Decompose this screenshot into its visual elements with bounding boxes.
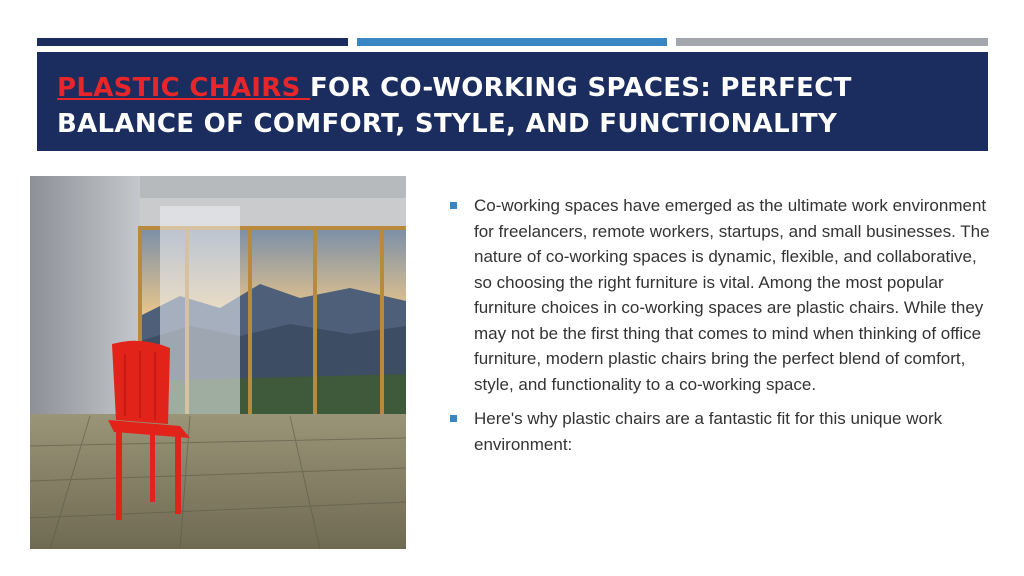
accent-bar-navy	[37, 38, 348, 46]
square-bullet-icon	[450, 415, 457, 422]
accent-bar-gray	[676, 38, 988, 46]
accent-bar-blue	[357, 38, 667, 46]
title-rest: FOR CO-WORKING SPACES: PERFECT BALANCE OF COMFORT, STYLE, AND FUNCTIONALITY	[57, 73, 852, 139]
square-bullet-icon	[450, 202, 457, 209]
title-band	[37, 52, 988, 151]
bullet-text: Co-working spaces have emerged as the ultimate work environment for freelancers, remote workers, startups, and small businesses. The nature of co-working spaces is dynamic, flexible, and collaborative, so choosing the right furniture is vital. Among the most popular furniture choices in co-working spaces are plastic chairs. While they may not be the first thing that comes to mind when thinking of office furniture, modern plastic chairs bring the perfect blend of comfort, style, and functionality to a co-working space.	[474, 196, 990, 394]
bullet-text: Here's why plastic chairs are a fantastic fit for this unique work environment:	[474, 409, 943, 454]
room-with-red-chair-photo	[30, 176, 406, 549]
top-accent-bars	[37, 38, 988, 46]
bullet-list	[448, 193, 993, 466]
list-item	[448, 193, 993, 397]
slide-title	[57, 70, 968, 142]
list-item	[448, 406, 993, 457]
title-highlight: PLASTIC CHAIRS	[57, 73, 310, 103]
